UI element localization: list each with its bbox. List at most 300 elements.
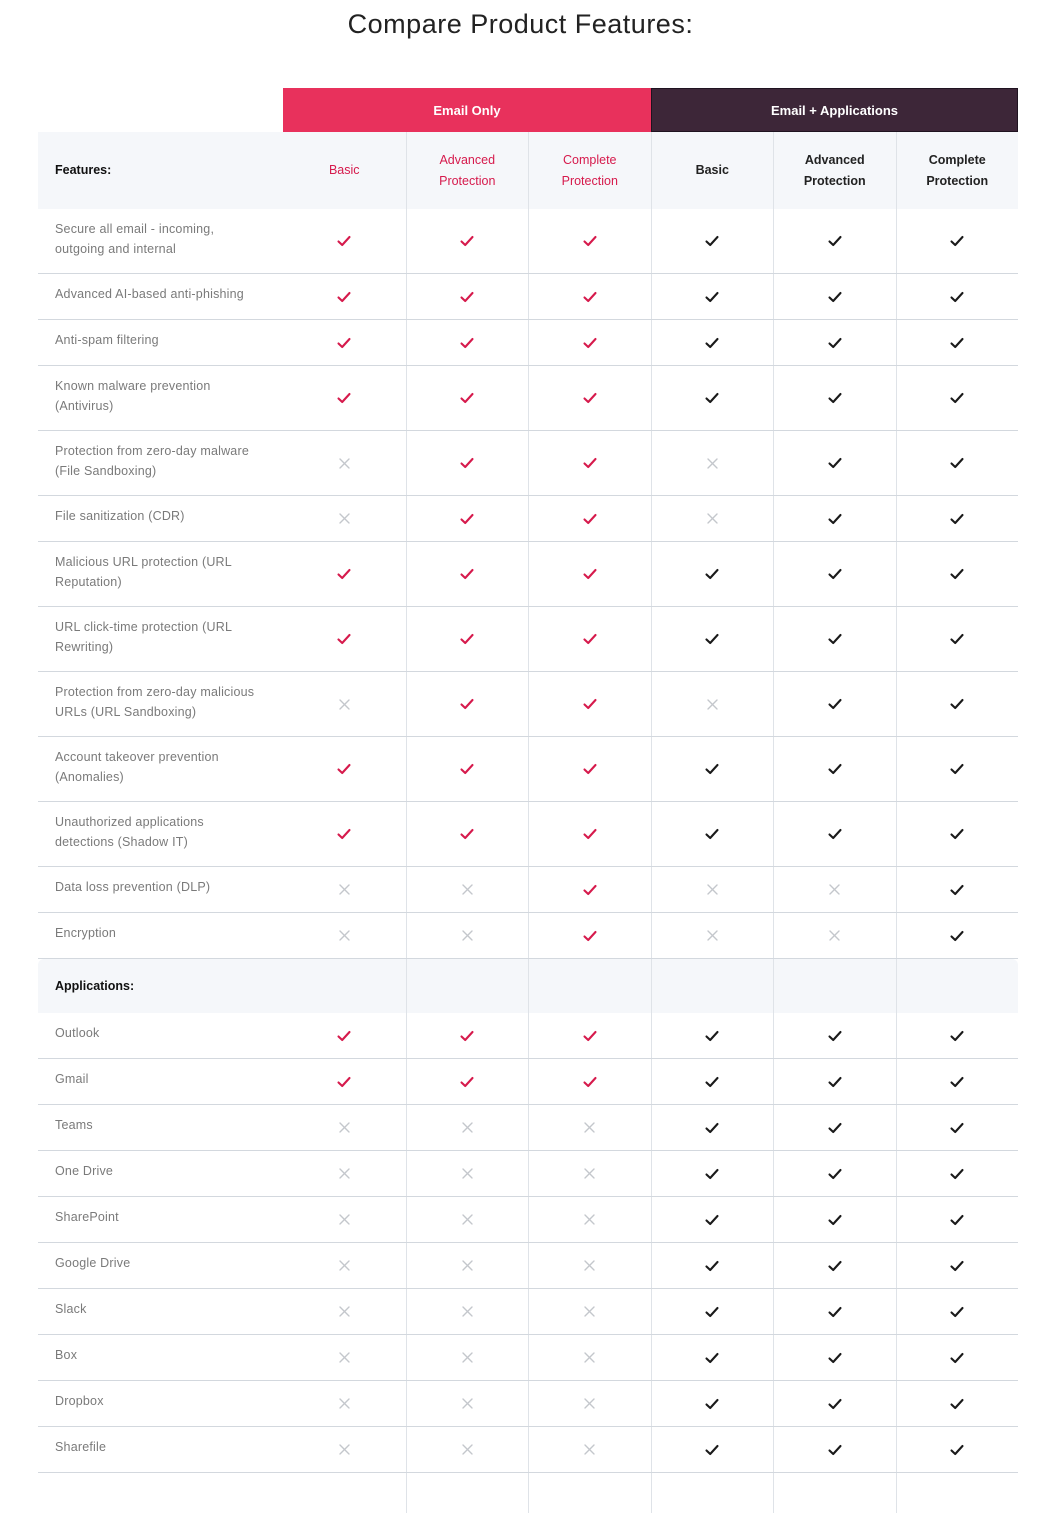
cross-icon xyxy=(584,1398,595,1409)
not-included-cell xyxy=(406,913,529,958)
cross-icon xyxy=(584,1168,595,1179)
included-cell xyxy=(283,542,406,606)
not-included-cell xyxy=(406,1381,529,1426)
included-cell xyxy=(528,542,651,606)
check-icon xyxy=(950,698,964,710)
not-included-cell xyxy=(528,1289,651,1334)
row-label: Slack xyxy=(55,1302,87,1316)
included-cell xyxy=(651,1289,774,1334)
check-icon xyxy=(828,1168,842,1180)
included-cell xyxy=(283,802,406,866)
table-row xyxy=(38,431,1018,496)
check-icon xyxy=(950,457,964,469)
row-label: URL click-time protection (URL Rewriting) xyxy=(55,620,233,654)
applications-section-row xyxy=(38,959,1018,1013)
section-spacer-cell xyxy=(651,959,774,1013)
not-included-cell xyxy=(283,672,406,736)
row-label: Known malware prevention (Antivirus) xyxy=(55,379,211,413)
included-cell xyxy=(651,1381,774,1426)
included-cell xyxy=(406,366,529,430)
cross-icon xyxy=(462,1260,473,1271)
included-cell xyxy=(406,1013,529,1058)
included-cell xyxy=(773,542,896,606)
not-included-cell xyxy=(528,1335,651,1380)
not-included-cell xyxy=(283,1381,406,1426)
row-label: Data loss prevention (DLP) xyxy=(55,880,211,894)
table-row xyxy=(38,1151,1018,1197)
table-row xyxy=(38,737,1018,802)
check-icon xyxy=(583,513,597,525)
included-cell xyxy=(896,672,1019,736)
included-cell xyxy=(651,1105,774,1150)
row-label: Protection from zero-day malware (File Sandboxing) xyxy=(55,444,249,478)
table-row xyxy=(38,320,1018,366)
included-cell xyxy=(896,867,1019,912)
comparison-table xyxy=(38,132,1018,1513)
not-included-cell xyxy=(651,496,774,541)
check-icon xyxy=(705,763,719,775)
not-included-cell xyxy=(528,1427,651,1472)
row-label: Malicious URL protection (URL Reputation) xyxy=(55,555,232,589)
included-cell xyxy=(283,209,406,273)
included-cell xyxy=(773,607,896,671)
included-cell xyxy=(528,607,651,671)
included-cell xyxy=(773,1381,896,1426)
included-cell xyxy=(896,542,1019,606)
cross-icon xyxy=(462,1352,473,1363)
tail-cell xyxy=(651,1473,774,1513)
included-cell xyxy=(773,1197,896,1242)
included-cell xyxy=(896,737,1019,801)
not-included-cell xyxy=(528,1151,651,1196)
check-icon xyxy=(828,1076,842,1088)
included-cell xyxy=(283,320,406,365)
not-included-cell xyxy=(528,1381,651,1426)
check-icon xyxy=(950,568,964,580)
check-icon xyxy=(828,568,842,580)
included-cell xyxy=(896,1013,1019,1058)
included-cell xyxy=(896,496,1019,541)
cross-icon xyxy=(462,1214,473,1225)
included-cell xyxy=(528,274,651,319)
check-icon xyxy=(828,1214,842,1226)
check-icon xyxy=(950,763,964,775)
group-header-email-only-label: Email Only xyxy=(433,102,501,118)
check-icon xyxy=(950,1030,964,1042)
not-included-cell xyxy=(406,1335,529,1380)
check-icon xyxy=(460,698,474,710)
check-icon xyxy=(337,337,351,349)
included-cell xyxy=(651,737,774,801)
not-included-cell xyxy=(773,867,896,912)
included-cell xyxy=(406,607,529,671)
tail-cell xyxy=(896,1473,1019,1513)
included-cell xyxy=(528,913,651,958)
included-cell xyxy=(773,802,896,866)
check-icon xyxy=(460,1076,474,1088)
included-cell xyxy=(773,1289,896,1334)
tail-cell xyxy=(283,1473,406,1513)
included-cell xyxy=(283,274,406,319)
check-icon xyxy=(705,568,719,580)
not-included-cell xyxy=(651,431,774,495)
check-icon xyxy=(583,930,597,942)
column-header: Advanced Protection xyxy=(406,132,529,209)
cross-icon xyxy=(339,1352,350,1363)
table-row xyxy=(38,1105,1018,1151)
included-cell xyxy=(406,274,529,319)
included-cell xyxy=(528,366,651,430)
included-cell xyxy=(773,431,896,495)
included-cell xyxy=(773,1243,896,1288)
check-icon xyxy=(828,1306,842,1318)
check-icon xyxy=(828,1122,842,1134)
check-icon xyxy=(828,1260,842,1272)
included-cell xyxy=(651,1013,774,1058)
row-label: Account takeover prevention (Anomalies) xyxy=(55,750,219,784)
check-icon xyxy=(583,698,597,710)
check-icon xyxy=(705,1030,719,1042)
included-cell xyxy=(528,802,651,866)
check-icon xyxy=(828,698,842,710)
check-icon xyxy=(950,633,964,645)
check-icon xyxy=(705,1306,719,1318)
row-label: Sharefile xyxy=(55,1440,107,1454)
check-icon xyxy=(337,828,351,840)
cross-icon xyxy=(829,930,840,941)
included-cell xyxy=(651,1151,774,1196)
group-header-email-applications-label: Email + Applications xyxy=(770,102,899,118)
not-included-cell xyxy=(651,913,774,958)
included-cell xyxy=(896,209,1019,273)
check-icon xyxy=(950,930,964,942)
tail-cell xyxy=(406,1473,529,1513)
column-header: Complete Protection xyxy=(528,132,651,209)
cross-icon xyxy=(339,458,350,469)
check-icon xyxy=(705,1398,719,1410)
included-cell xyxy=(528,867,651,912)
included-cell xyxy=(773,1335,896,1380)
check-icon xyxy=(828,633,842,645)
cross-icon xyxy=(462,930,473,941)
group-header-email-only xyxy=(283,88,651,132)
check-icon xyxy=(828,828,842,840)
cross-icon xyxy=(707,458,718,469)
included-cell xyxy=(406,672,529,736)
check-icon xyxy=(950,513,964,525)
check-icon xyxy=(460,633,474,645)
included-cell xyxy=(773,496,896,541)
included-cell xyxy=(896,1151,1019,1196)
not-included-cell xyxy=(283,496,406,541)
check-icon xyxy=(705,1214,719,1226)
features-header: Features: xyxy=(55,163,112,177)
cross-icon xyxy=(339,930,350,941)
check-icon xyxy=(828,513,842,525)
cross-icon xyxy=(462,884,473,895)
included-cell xyxy=(896,1335,1019,1380)
check-icon xyxy=(460,828,474,840)
check-icon xyxy=(583,337,597,349)
cross-icon xyxy=(462,1398,473,1409)
table-row xyxy=(38,1335,1018,1381)
included-cell xyxy=(528,672,651,736)
column-header: Basic xyxy=(651,132,774,209)
included-cell xyxy=(896,1381,1019,1426)
check-icon xyxy=(828,392,842,404)
cross-icon xyxy=(339,699,350,710)
check-icon xyxy=(460,337,474,349)
check-icon xyxy=(337,1076,351,1088)
check-icon xyxy=(705,235,719,247)
included-cell xyxy=(406,320,529,365)
row-label: Anti-spam filtering xyxy=(55,333,159,347)
not-included-cell xyxy=(651,672,774,736)
included-cell xyxy=(406,431,529,495)
included-cell xyxy=(651,1243,774,1288)
included-cell xyxy=(896,1105,1019,1150)
tail-cell xyxy=(38,1473,283,1513)
check-icon xyxy=(583,568,597,580)
check-icon xyxy=(828,1398,842,1410)
check-icon xyxy=(583,828,597,840)
section-spacer-cell xyxy=(773,959,896,1013)
included-cell xyxy=(528,1013,651,1058)
not-included-cell xyxy=(283,1243,406,1288)
cross-icon xyxy=(707,513,718,524)
not-included-cell xyxy=(283,913,406,958)
not-included-cell xyxy=(528,1105,651,1150)
table-row xyxy=(38,542,1018,607)
included-cell xyxy=(651,802,774,866)
cross-icon xyxy=(584,1306,595,1317)
cross-icon xyxy=(462,1122,473,1133)
row-label: Box xyxy=(55,1348,78,1362)
included-cell xyxy=(528,320,651,365)
table-row xyxy=(38,496,1018,542)
check-icon xyxy=(705,633,719,645)
check-icon xyxy=(705,828,719,840)
included-cell xyxy=(283,1059,406,1104)
included-cell xyxy=(528,209,651,273)
included-cell xyxy=(773,209,896,273)
row-label: Google Drive xyxy=(55,1256,131,1270)
row-label: Advanced AI-based anti-phishing xyxy=(55,287,244,301)
column-header: Complete Protection xyxy=(896,132,1019,209)
tail-cell xyxy=(773,1473,896,1513)
included-cell xyxy=(773,672,896,736)
check-icon xyxy=(337,568,351,580)
included-cell xyxy=(896,1289,1019,1334)
cross-icon xyxy=(339,1214,350,1225)
included-cell xyxy=(896,1427,1019,1472)
row-label: Teams xyxy=(55,1118,93,1132)
check-icon xyxy=(950,235,964,247)
included-cell xyxy=(406,496,529,541)
check-icon xyxy=(705,337,719,349)
check-icon xyxy=(950,1214,964,1226)
table-row xyxy=(38,209,1018,274)
check-icon xyxy=(460,568,474,580)
column-header: Advanced Protection xyxy=(773,132,896,209)
cross-icon xyxy=(339,1306,350,1317)
check-icon xyxy=(583,633,597,645)
table-row xyxy=(38,672,1018,737)
included-cell xyxy=(773,320,896,365)
cross-icon xyxy=(339,884,350,895)
section-spacer-cell xyxy=(528,959,651,1013)
included-cell xyxy=(651,1335,774,1380)
check-icon xyxy=(460,1030,474,1042)
cross-icon xyxy=(462,1168,473,1179)
check-icon xyxy=(828,291,842,303)
check-icon xyxy=(950,1076,964,1088)
check-icon xyxy=(460,763,474,775)
included-cell xyxy=(773,1105,896,1150)
check-icon xyxy=(950,337,964,349)
check-icon xyxy=(337,235,351,247)
section-spacer-cell xyxy=(283,959,406,1013)
cross-icon xyxy=(584,1122,595,1133)
applications-header: Applications: xyxy=(55,979,135,993)
table-row xyxy=(38,867,1018,913)
check-icon xyxy=(950,1306,964,1318)
included-cell xyxy=(773,1013,896,1058)
not-included-cell xyxy=(406,1289,529,1334)
check-icon xyxy=(705,1352,719,1364)
table-row xyxy=(38,607,1018,672)
not-included-cell xyxy=(406,1243,529,1288)
not-included-cell xyxy=(283,1105,406,1150)
row-label: File sanitization (CDR) xyxy=(55,509,185,523)
included-cell xyxy=(896,913,1019,958)
check-icon xyxy=(950,1398,964,1410)
included-cell xyxy=(896,431,1019,495)
check-icon xyxy=(828,763,842,775)
check-icon xyxy=(828,457,842,469)
included-cell xyxy=(406,737,529,801)
cross-icon xyxy=(584,1260,595,1271)
not-included-cell xyxy=(406,1105,529,1150)
included-cell xyxy=(773,1059,896,1104)
section-spacer-cell xyxy=(896,959,1019,1013)
included-cell xyxy=(406,802,529,866)
row-label: SharePoint xyxy=(55,1210,119,1224)
included-cell xyxy=(896,366,1019,430)
check-icon xyxy=(583,763,597,775)
check-icon xyxy=(583,392,597,404)
row-label: Dropbox xyxy=(55,1394,104,1408)
check-icon xyxy=(705,1168,719,1180)
check-icon xyxy=(828,1352,842,1364)
not-included-cell xyxy=(283,431,406,495)
check-icon xyxy=(583,1030,597,1042)
included-cell xyxy=(283,737,406,801)
row-label: Encryption xyxy=(55,926,117,940)
not-included-cell xyxy=(283,1335,406,1380)
included-cell xyxy=(283,607,406,671)
check-icon xyxy=(828,337,842,349)
check-icon xyxy=(337,633,351,645)
cross-icon xyxy=(584,1214,595,1225)
cross-icon xyxy=(584,1352,595,1363)
table-row xyxy=(38,913,1018,959)
check-icon xyxy=(828,1444,842,1456)
not-included-cell xyxy=(406,1197,529,1242)
check-icon xyxy=(950,1352,964,1364)
check-icon xyxy=(950,884,964,896)
included-cell xyxy=(406,209,529,273)
table-row xyxy=(38,1243,1018,1289)
cross-icon xyxy=(339,1444,350,1455)
table-row xyxy=(38,1013,1018,1059)
cross-icon xyxy=(584,1444,595,1455)
not-included-cell xyxy=(283,1289,406,1334)
row-label: Gmail xyxy=(55,1072,89,1086)
included-cell xyxy=(896,802,1019,866)
included-cell xyxy=(283,366,406,430)
check-icon xyxy=(705,1444,719,1456)
table-row xyxy=(38,802,1018,867)
included-cell xyxy=(651,320,774,365)
cross-icon xyxy=(707,884,718,895)
check-icon xyxy=(460,235,474,247)
check-icon xyxy=(950,392,964,404)
cross-icon xyxy=(339,1398,350,1409)
included-cell xyxy=(896,320,1019,365)
check-icon xyxy=(705,291,719,303)
check-icon xyxy=(583,235,597,247)
tail-cell xyxy=(528,1473,651,1513)
check-icon xyxy=(950,828,964,840)
included-cell xyxy=(896,274,1019,319)
check-icon xyxy=(583,291,597,303)
not-included-cell xyxy=(283,867,406,912)
included-cell xyxy=(773,1427,896,1472)
not-included-cell xyxy=(283,1427,406,1472)
included-cell xyxy=(773,737,896,801)
included-cell xyxy=(773,366,896,430)
table-row xyxy=(38,274,1018,320)
row-label: Protection from zero-day malicious URLs (URL Sandboxing) xyxy=(55,685,255,719)
not-included-cell xyxy=(406,1427,529,1472)
check-icon xyxy=(950,1260,964,1272)
cross-icon xyxy=(707,699,718,710)
table-row xyxy=(38,366,1018,431)
not-included-cell xyxy=(651,867,774,912)
table-row xyxy=(38,1059,1018,1105)
check-icon xyxy=(460,513,474,525)
cross-icon xyxy=(339,513,350,524)
check-icon xyxy=(337,1030,351,1042)
not-included-cell xyxy=(406,867,529,912)
check-icon xyxy=(583,457,597,469)
included-cell xyxy=(896,1197,1019,1242)
included-cell xyxy=(651,209,774,273)
included-cell xyxy=(896,1059,1019,1104)
table-header-row xyxy=(38,132,1018,209)
cross-icon xyxy=(339,1168,350,1179)
section-spacer-cell xyxy=(406,959,529,1013)
check-icon xyxy=(583,1076,597,1088)
check-icon xyxy=(705,1076,719,1088)
included-cell xyxy=(651,542,774,606)
check-icon xyxy=(950,1444,964,1456)
check-icon xyxy=(705,1122,719,1134)
check-icon xyxy=(950,291,964,303)
cross-icon xyxy=(707,930,718,941)
row-label: One Drive xyxy=(55,1164,114,1178)
